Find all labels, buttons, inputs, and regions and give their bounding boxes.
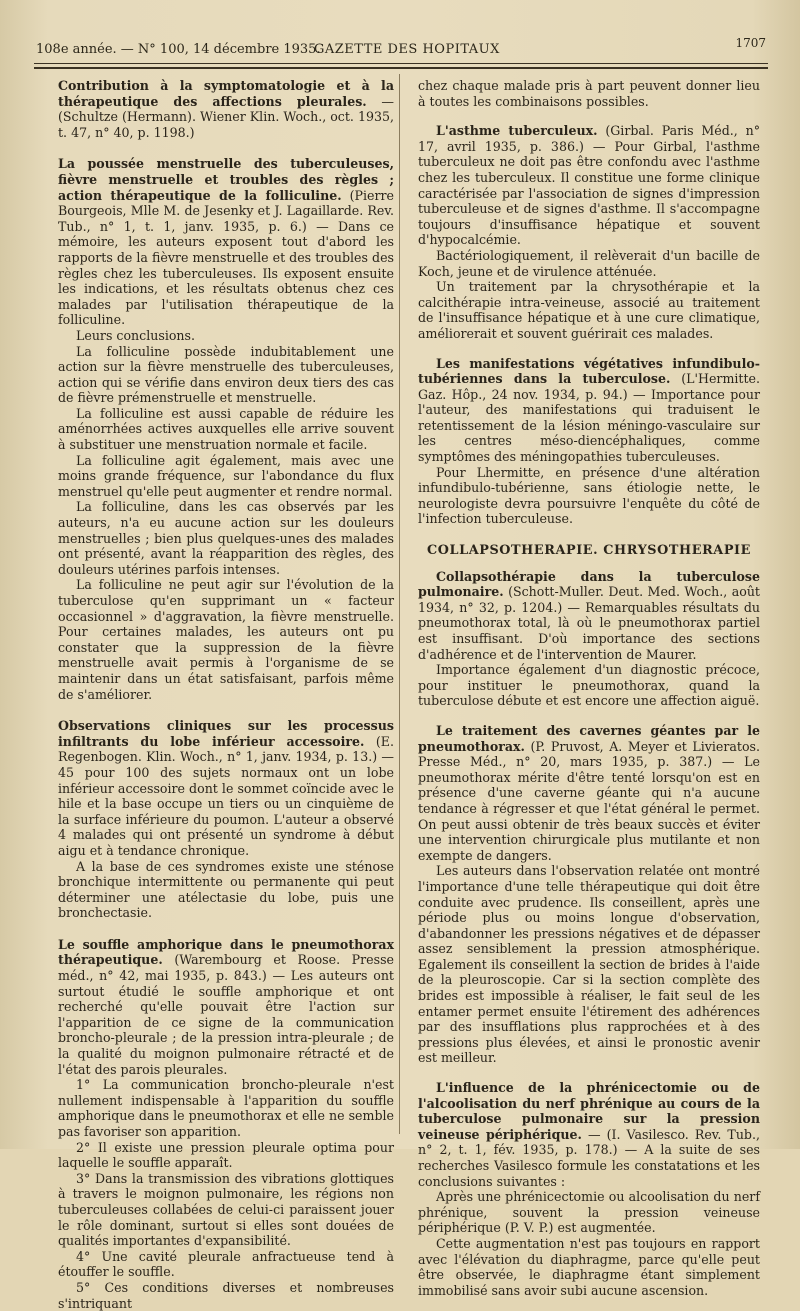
paragraph: Après une phrénicectomie ou alcoolisation du nerf phrénique, souvent la pression veineuse périphérique (P. V. P.) est augmentée. <box>418 1189 760 1236</box>
article-amphoric <box>58 937 394 1311</box>
article-reference: (Schott-Muller. Deut. Med. Woch., août 1934, n° 32, p. 1204.) — Remarquables résultats du pneumothorax total, là où le pneumothorax partiel est insuffisant. D'où importance des sections d'adhérence et de l'intervention de Maurer. <box>418 584 760 662</box>
section-heading: COLLAPSOTHERAPIE. CHRYSOTHERAPIE <box>426 543 751 559</box>
header-rule-double <box>34 67 768 69</box>
paragraph: 4° Une cavité pleurale anfractueuse tend à étouffer le souffle. <box>58 1248 394 1280</box>
article-reference: (P. Pruvost, A. Meyer et Livieratos. Presse Méd., n° 20, mars 1935, p. 387.) — Le pneumothorax mérite d'être tenté lorsqu'on est en présence d'une caverne géante qui n'a aucune tendance à régresser et que l'état général le permet. On peut aussi obtenir de très beaux succès et éviter une intervention chirurgicale plus mutilante et non exempte de dangers. <box>418 738 760 863</box>
paragraph: chez chaque malade pris à part peuvent donner lieu à toutes les combinaisons possibles. <box>418 78 760 109</box>
article-caverns <box>418 723 760 1066</box>
article-reference: (Warembourg et Roose. Presse méd., n° 42, mai 1935, p. 843.) — Les auteurs ont surtout étudié le souffle amphorique et ont recherché qu'elle pouvait être l'action sur l'apparition de ce signe de la communication broncho-pleurale ; de la pression intra-pleurale ; de la qualité du moignon pulmonaire rétracté et de l'état des parois pleurales. <box>58 952 394 1077</box>
paragraph: 2° Il existe une pression pleurale optima pour laquelle le souffle apparaît. <box>58 1139 394 1171</box>
article-title: L'asthme tuberculeux. <box>436 123 598 139</box>
paragraph: 1° La communication broncho-pleurale n'est nullement indispensable à l'apparition du souffle amphorique dans le pneumothorax et elle ne semble pas favoriser son apparition. <box>58 1077 394 1139</box>
paragraph: 5° Ces conditions diverses et nombreuses s'intriquant <box>58 1279 394 1311</box>
paragraph: 3° Dans la transmission des vibrations glottiques à travers le moignon pulmonaire, les régions non tuberculeuses collabées de celui-ci paraissent jouer le rôle dominant, surtout si elles sont douées de qualités importantes d'expansibilité. <box>58 1170 394 1249</box>
journal-title: GAZETTE DES HOPITAUX <box>314 42 500 57</box>
paragraph: Bactériologiquement, il relèverait d'un bacille de Koch, jeune et de virulence atténuée. <box>418 247 760 279</box>
paragraph: Leurs conclusions. <box>76 327 196 343</box>
article-title: La poussée menstruelle des tuberculeuses, fièvre menstruelle et troubles des règles ; action thérapeutique de la folliculine. <box>58 156 394 203</box>
article-title: Le souffle amphorique dans le pneumothorax thérapeutique. <box>58 936 394 968</box>
article-lobe <box>58 718 394 921</box>
paragraph: La folliculine ne peut agir sur l'évolution de la tuberculose qu'en supprimant un « facteur occasionnel » d'aggravation, la fièvre menstruelle. Pour certaines malades, les auteurs ont pu constater que la suppression de la fièvre menstruelle avait permis à l'organisme de se maintenir dans un état satisfaisant, parfois même de s'améliorer. <box>58 577 394 702</box>
article-pleural <box>58 78 394 140</box>
article-reference: — (I. Vasilesco. Rev. Tub., n° 2, t. 1, fév. 1935, p. 178.) — A la suite de ses recherches Vasilesco formule les constatations et les conclusions suivantes : <box>418 1126 761 1189</box>
paragraph: A la base de ces syndromes existe une sténose bronchique intermittente ou permanente qui peut déterminer une atélectasie du lobe, puis une bronchectasie. <box>58 858 394 921</box>
page-header <box>36 36 766 60</box>
article-title: Collapsothérapie dans la tuberculose pulmonaire. <box>418 568 760 600</box>
article-title: Observations cliniques sur les processus infiltrants du lobe inférieur accessoire. <box>58 718 394 749</box>
paragraph: La folliculine est aussi capable de réduire les aménorrhées actives auxquelles elle arrive souvent à substituer une menstruation normale et facile. <box>58 405 394 453</box>
article-collapsotherapy <box>418 569 760 709</box>
issue-info: 108e année. — N° 100, 14 décembre 1935. <box>36 42 321 57</box>
paragraph: Un traitement par la chrysothérapie et la calcithérapie intra-veineuse, associé au traitement de l'insuffisance hépatique et à une cure climatique, améliorerait et souvent guérirait ces malades. <box>418 279 760 341</box>
page-number: 1707 <box>735 36 766 50</box>
article-asthma <box>418 123 760 341</box>
header-rule <box>34 63 768 64</box>
article-reference: (Girbal. Paris Méd., n° 17, avril 1935, p. 386.) — Pour Girbal, l'asthme tuberculeux ne doit pas être confondu avec l'asthme chez les tuberculeux. Il constitue une forme clinique caractérisée par l'association de signes d'impression tuberculeuse et de signes d'asthme. Il s'accompagne toujours d'insuffisance hépatique et souvent d'hypocalcémie. <box>418 123 760 248</box>
column-divider <box>399 74 400 1134</box>
article-reference: — (Schultze (Hermann). Wiener Klin. Woch., oct. 1935, t. 47, n° 40, p. 1198.) <box>58 93 394 140</box>
right-column <box>418 78 760 1298</box>
paragraph: La folliculine possède indubitablement une action sur la fièvre menstruelle des tuberculeuses, action qui se vérifie dans environ deux tiers des cas de fièvre prémenstruelle et menstruelle. <box>58 343 394 406</box>
left-column <box>58 78 394 1311</box>
article-title: Contribution à la symptomatologie et à la thérapeutique des affections pleurales. <box>58 78 394 109</box>
article-menstrual <box>58 156 394 702</box>
article-title: Les manifestations végétatives infundibulo-tubériennes dans la tuberculose. <box>418 355 760 387</box>
paragraph: Importance également d'un diagnostic précoce, pour instituer le pneumothorax, quand la tuberculose débute et est encore une affection aiguë. <box>418 662 760 709</box>
paragraph: Cette augmentation n'est pas toujours en rapport avec l'élévation du diaphragme, parce qu'elle peut être observée, le diaphragme étant simplement immobilisé sans avoir subi aucune ascension. <box>418 1235 760 1298</box>
article-phrenicectomy <box>418 1080 760 1298</box>
continued-text <box>418 78 760 109</box>
article-title: L'influence de la phrénicectomie ou de l'alcoolisation du nerf phrénique au cours de la tuberculose pulmonaire sur la pression veineuse périphérique. <box>418 1080 760 1142</box>
paragraph: Les auteurs dans l'observation relatée ont montré l'importance d'une telle thérapeutique qui doit être conduite avec prudence. Ils conseillent, après une période plus ou moins longue d'observation, d'abandonner les pressions négatives et de dépasser assez sensiblement la pression atmosphérique. Egalement ils conseillent la section de brides à l'aide de la pleuroscopie. Car si la section complète des brides est impossible à réaliser, le fait seul de les entamer permet ensuite l'étirement des adhérences par des insufflations plus rapprochées et à des pressions plus élevées, et ainsi le pronostic avenir est meilleur. <box>418 863 760 1066</box>
paragraph: La folliculine agit également, mais avec une moins grande fréquence, sur l'abondance du flux menstruel qu'elle peut augmenter et rendre normal. <box>58 452 394 499</box>
article-reference: (E. Regenbogen. Klin. Woch., n° 1, janv. 1934, p. 13.) — 45 pour 100 des sujets normaux ont un lobe inférieur accessoire dont le sommet coïncide avec le hile et la base occupe un tiers ou un cinquième de la surface inférieure du poumon. L'auteur a observé 4 malades qui ont présenté un syndrome à début aigu et à tendance chronique. <box>58 733 394 858</box>
article-title: Le traitement des cavernes géantes par le pneumothorax. <box>418 722 760 754</box>
article-reference: (L'Hermitte. Gaz. Hôp., 24 nov. 1934, p. 94.) — Importance pour l'auteur, des manifestations qui traduisent le retentissement de la lésion méningo-vasculaire sur les centres méso-diencéphaliques, comme symptômes des méningopathies tuberculeuses. <box>418 371 760 465</box>
paragraph: La folliculine, dans les cas observés par les auteurs, n'a eu aucune action sur les douleurs menstruelles ; bien plus quelques-unes des malades ont présenté, avant la réapparition des règles, des douleurs utérines parfois intenses. <box>58 499 394 577</box>
paragraph: Pour Lhermitte, en présence d'une altération infundibulo-tubérienne, sans étiologie nette, le neurologiste devra poursuivre l'enquête du côté de l'infection tuberculeuse. <box>418 464 760 527</box>
article-vegetative <box>418 356 760 528</box>
article-reference: (Pierre Bourgeois, Mlle M. de Jesenky et J. Lagaillarde. Rev. Tub., n° 1, t. 1, janv. 1935, p. 6.) — Dans ce mémoire, les auteurs exposent tout d'abord les rapports de la fièvre menstruelle et des troubles des règles chez les tuberculeuses. Ils exposent ensuite les indications, et les résultats obtenus chez ces malades par l'utilisation thérapeutique de la folliculine. <box>58 187 394 328</box>
